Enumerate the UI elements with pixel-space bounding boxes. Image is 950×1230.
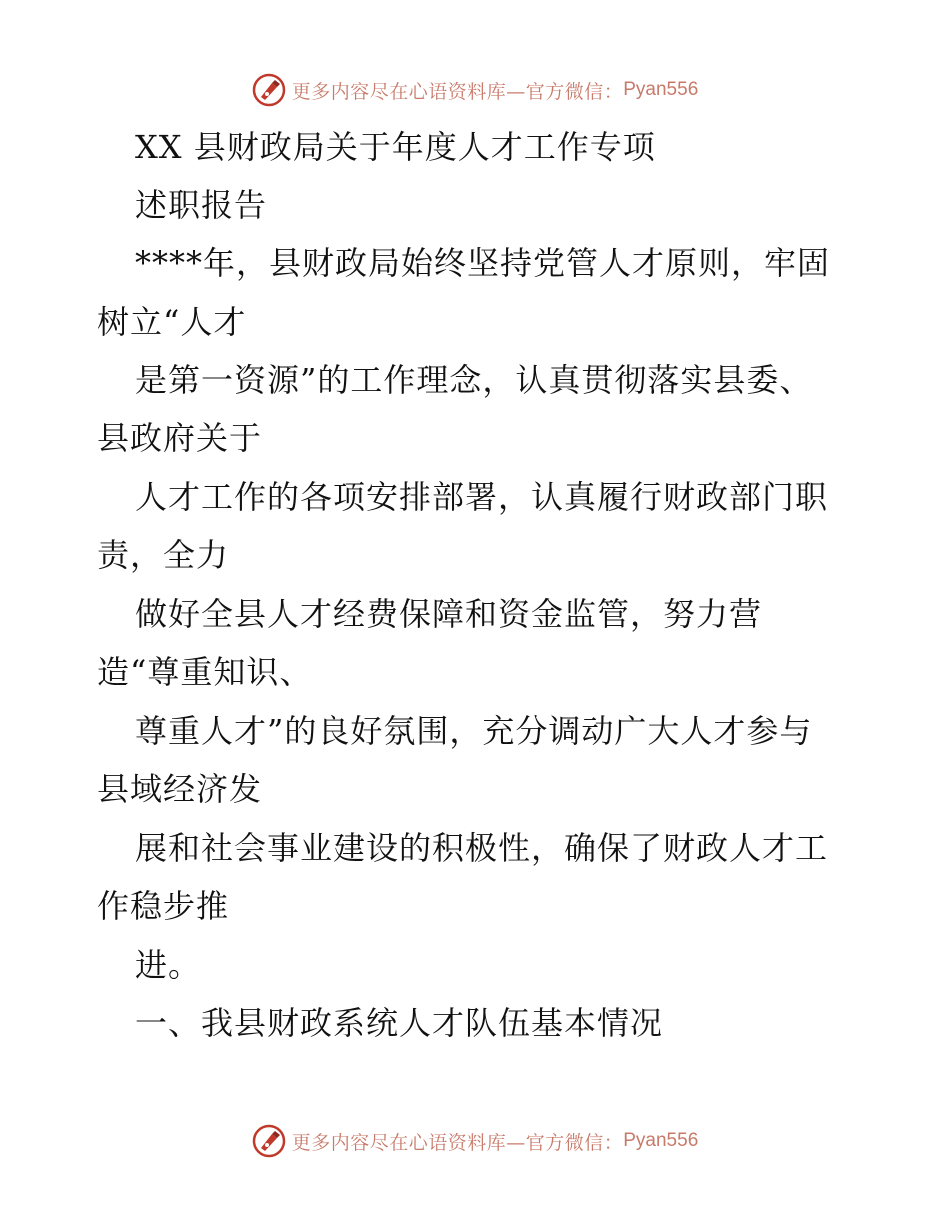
footer-watermark [0,1121,950,1161]
paragraph-line: 展和社会事业建设的积极性，确保了财政人才工 [135,829,829,867]
paragraph-line: 县政府关于 [97,419,263,457]
section-heading: 一、我县财政系统人才队伍基本情况 [135,1004,664,1042]
pen-nib-logo-icon [252,1124,286,1158]
paragraph-line: 是第一资源”的工作理念，认真贯彻落实县委、 [135,361,813,399]
paragraph-line: 作稳步推 [97,887,230,925]
watermark-wechat-id: Pyan556 [623,1130,699,1151]
paragraph-line: 尊重人才”的良好氛围，充分调动广大人才参与 [135,712,813,750]
paragraph-line: 责，全力 [97,536,230,574]
paragraph-line: 树立“人才 [97,303,247,341]
paragraph-line: 进。 [135,946,202,984]
document-title: XX 县财政局关于年度人才工作专项 [135,128,656,166]
paragraph-line: 人才工作的各项安排部署，认真履行财政部门职 [135,478,829,516]
paragraph-line: ****年，县财政局始终坚持党管人才原则，牢固 [135,244,831,282]
paragraph-line: 造“尊重知识、 [97,653,313,691]
watermark-text: 更多内容尽在心语资料库—官方微信： [291,1131,624,1154]
watermark-text: 更多内容尽在心语资料库—官方微信： [291,80,624,103]
paragraph-line: 县域经济发 [97,770,263,808]
watermark-wechat-id: Pyan556 [623,79,699,100]
document-subtitle: 述职报告 [135,186,268,224]
paragraph-line: 做好全县人才经费保障和资金监管，努力营 [135,595,763,633]
